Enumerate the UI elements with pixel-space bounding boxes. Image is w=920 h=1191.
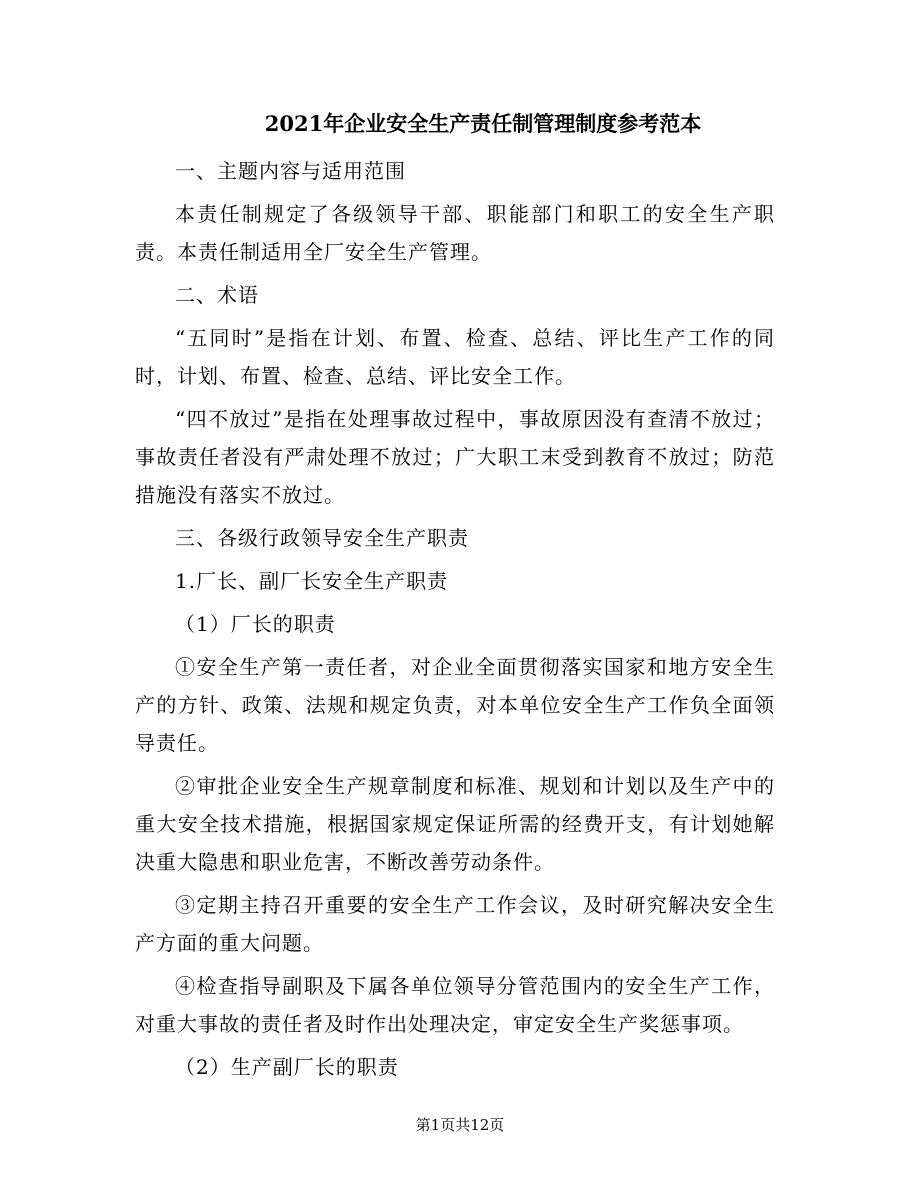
page-number-footer: 第1页共12页 <box>415 1116 505 1134</box>
body-paragraph: ②审批企业安全生产规章制度和标准、规划和计划以及生产中的重大安全技术措施，根据国家规定保证所需的经费开支，有计划她解决重大隐患和职业危害，不断改善劳动条件。 <box>135 774 775 874</box>
document-title: 2021年企业安全生产责任制管理制度参考范本 <box>264 111 702 136</box>
body-paragraph: ④检查指导副职及下属各单位领导分管范围内的安全生产工作，对重大事故的责任者及时作出处理决定，审定安全生产奖惩事项。 <box>135 974 775 1036</box>
body-paragraph: “四不放过”是指在处理事故过程中，事故原因没有查清不放过；事故责任者没有严肃处理不放过；广大职工末受到教育不放过；防范措施没有落实不放过。 <box>135 407 775 507</box>
section-heading: 二、术语 <box>175 283 259 307</box>
body-paragraph: ①安全生产第一责任者，对企业全面贯彻落实国家和地方安全生产的方针、政策、法规和规定负责，对本单位安全生产工作负全面领导责任。 <box>135 655 775 755</box>
document-body <box>135 152 775 1091</box>
subsection-heading: （2）生产副厂长的职责 <box>175 1055 399 1079</box>
body-paragraph: ③定期主持召开重要的安全生产工作会议，及时研究解决安全生产方面的重大问题。 <box>135 893 775 955</box>
body-paragraph: “五同时”是指在计划、布置、检查、总结、评比生产工作的同时，计划、布置、检查、总结、评比安全工作。 <box>135 326 775 388</box>
section-heading: 一、主题内容与适用范围 <box>175 159 406 183</box>
subsection-heading: （1）厂长的职责 <box>175 612 336 636</box>
body-paragraph: 本责任制规定了各级领导干部、职能部门和职工的安全生产职责。本责任制适用全厂安全生产管理。 <box>135 202 775 264</box>
section-heading: 三、各级行政领导安全生产职责 <box>175 526 469 550</box>
subsection-heading: 1.厂长、副厂长安全生产职责 <box>175 569 449 593</box>
